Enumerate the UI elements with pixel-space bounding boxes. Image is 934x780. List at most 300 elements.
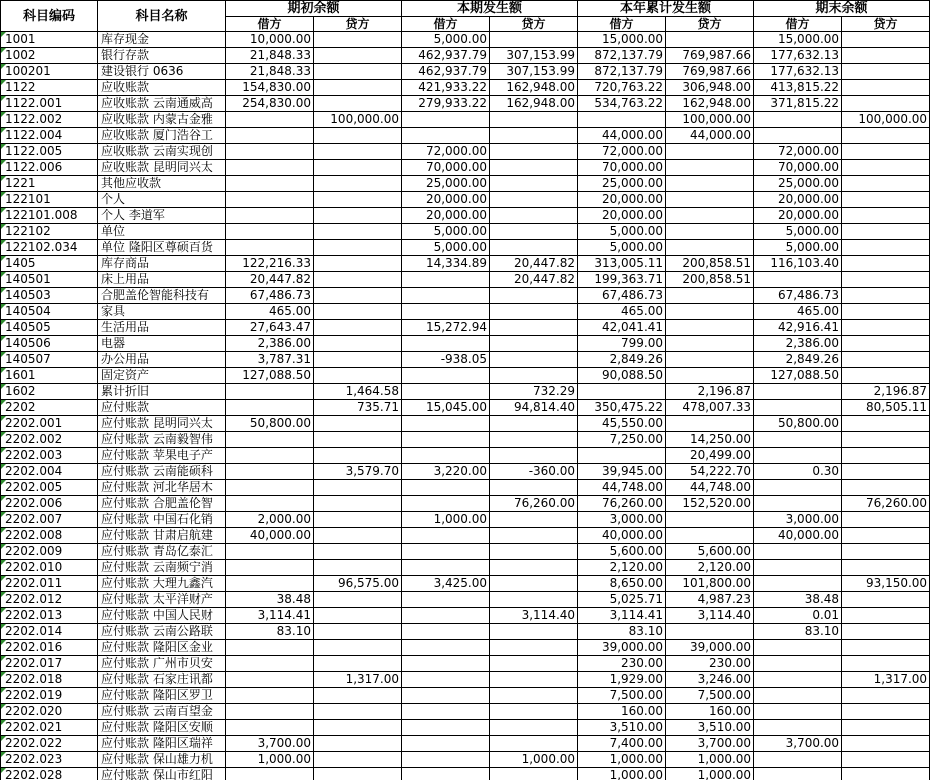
closing-credit-cell[interactable]: 93,150.00 xyxy=(842,576,930,592)
closing-credit-cell[interactable] xyxy=(842,464,930,480)
header-opening-balance[interactable]: 期初余额 xyxy=(226,1,402,17)
period-debit-cell[interactable] xyxy=(402,480,490,496)
ytd-credit-cell[interactable] xyxy=(666,32,754,48)
header-name[interactable]: 科目名称 xyxy=(98,1,226,32)
period-debit-cell[interactable]: 14,334.89 xyxy=(402,256,490,272)
closing-credit-cell[interactable] xyxy=(842,768,930,780)
account-name-cell[interactable]: 床上用品 xyxy=(98,272,226,288)
opening-debit-cell[interactable]: 127,088.50 xyxy=(226,368,314,384)
opening-debit-cell[interactable] xyxy=(226,384,314,400)
period-credit-cell[interactable] xyxy=(490,352,578,368)
ytd-debit-cell[interactable]: 90,088.50 xyxy=(578,368,666,384)
account-name-cell[interactable]: 其他应收款 xyxy=(98,176,226,192)
opening-credit-cell[interactable] xyxy=(314,368,402,384)
closing-debit-cell[interactable]: 116,103.40 xyxy=(754,256,842,272)
closing-debit-cell[interactable]: 371,815.22 xyxy=(754,96,842,112)
closing-debit-cell[interactable]: 5,000.00 xyxy=(754,240,842,256)
opening-credit-cell[interactable]: 1,464.58 xyxy=(314,384,402,400)
period-credit-cell[interactable] xyxy=(490,112,578,128)
closing-credit-cell[interactable] xyxy=(842,368,930,384)
closing-debit-cell[interactable] xyxy=(754,112,842,128)
closing-debit-cell[interactable]: 83.10 xyxy=(754,624,842,640)
closing-debit-cell[interactable]: 20,000.00 xyxy=(754,192,842,208)
period-credit-cell[interactable]: 732.29 xyxy=(490,384,578,400)
ytd-credit-cell[interactable]: 3,246.00 xyxy=(666,672,754,688)
ytd-debit-cell[interactable]: 313,005.11 xyxy=(578,256,666,272)
opening-credit-cell[interactable] xyxy=(314,160,402,176)
closing-credit-cell[interactable] xyxy=(842,288,930,304)
opening-credit-cell[interactable] xyxy=(314,768,402,780)
period-debit-cell[interactable]: 279,933.22 xyxy=(402,96,490,112)
opening-debit-cell[interactable] xyxy=(226,400,314,416)
opening-debit-cell[interactable] xyxy=(226,208,314,224)
opening-debit-cell[interactable]: 2,000.00 xyxy=(226,512,314,528)
account-name-cell[interactable]: 应收账款 昆明同兴太 xyxy=(98,160,226,176)
account-code-cell[interactable]: 2202.002 xyxy=(1,432,98,448)
opening-debit-cell[interactable]: 83.10 xyxy=(226,624,314,640)
account-name-cell[interactable]: 应付账款 保山市红阳 xyxy=(98,768,226,780)
opening-debit-cell[interactable] xyxy=(226,720,314,736)
opening-debit-cell[interactable] xyxy=(226,448,314,464)
opening-debit-cell[interactable] xyxy=(226,144,314,160)
ytd-credit-cell[interactable]: 769,987.66 xyxy=(666,64,754,80)
closing-debit-cell[interactable]: 2,386.00 xyxy=(754,336,842,352)
account-code-cell[interactable]: 2202.009 xyxy=(1,544,98,560)
closing-debit-cell[interactable]: 40,000.00 xyxy=(754,528,842,544)
closing-credit-cell[interactable] xyxy=(842,512,930,528)
opening-debit-cell[interactable] xyxy=(226,496,314,512)
ytd-debit-cell[interactable]: 72,000.00 xyxy=(578,144,666,160)
closing-debit-cell[interactable] xyxy=(754,752,842,768)
ytd-credit-cell[interactable]: 44,000.00 xyxy=(666,128,754,144)
opening-debit-cell[interactable]: 3,700.00 xyxy=(226,736,314,752)
opening-credit-cell[interactable] xyxy=(314,144,402,160)
closing-credit-cell[interactable] xyxy=(842,704,930,720)
opening-credit-cell[interactable]: 3,579.70 xyxy=(314,464,402,480)
opening-credit-cell[interactable] xyxy=(314,656,402,672)
account-name-cell[interactable]: 单位 隆阳区尊硕百货 xyxy=(98,240,226,256)
ytd-credit-cell[interactable]: 162,948.00 xyxy=(666,96,754,112)
ytd-credit-cell[interactable] xyxy=(666,288,754,304)
ytd-credit-cell[interactable] xyxy=(666,176,754,192)
account-name-cell[interactable]: 应付账款 云南频宁消 xyxy=(98,560,226,576)
ytd-debit-cell[interactable]: 45,550.00 xyxy=(578,416,666,432)
account-name-cell[interactable]: 办公用品 xyxy=(98,352,226,368)
opening-credit-cell[interactable] xyxy=(314,288,402,304)
period-credit-cell[interactable]: 3,114.40 xyxy=(490,608,578,624)
period-credit-cell[interactable] xyxy=(490,544,578,560)
opening-credit-cell[interactable] xyxy=(314,640,402,656)
closing-debit-cell[interactable]: 3,000.00 xyxy=(754,512,842,528)
opening-credit-cell[interactable] xyxy=(314,80,402,96)
closing-debit-cell[interactable] xyxy=(754,768,842,780)
account-name-cell[interactable]: 应付账款 苹果电子产 xyxy=(98,448,226,464)
closing-debit-cell[interactable] xyxy=(754,656,842,672)
closing-credit-cell[interactable] xyxy=(842,608,930,624)
opening-debit-cell[interactable]: 50,800.00 xyxy=(226,416,314,432)
account-code-cell[interactable]: 1122.001 xyxy=(1,96,98,112)
ytd-credit-cell[interactable]: 101,800.00 xyxy=(666,576,754,592)
header-code[interactable]: 科目编码 xyxy=(1,1,98,32)
period-debit-cell[interactable] xyxy=(402,304,490,320)
period-debit-cell[interactable]: 1,000.00 xyxy=(402,512,490,528)
opening-debit-cell[interactable] xyxy=(226,464,314,480)
period-debit-cell[interactable] xyxy=(402,432,490,448)
opening-credit-cell[interactable] xyxy=(314,752,402,768)
period-credit-cell[interactable] xyxy=(490,128,578,144)
period-debit-cell[interactable] xyxy=(402,656,490,672)
period-credit-cell[interactable]: 162,948.00 xyxy=(490,80,578,96)
account-name-cell[interactable]: 应付账款 石家庄讯都 xyxy=(98,672,226,688)
period-debit-cell[interactable] xyxy=(402,736,490,752)
closing-debit-cell[interactable] xyxy=(754,672,842,688)
period-credit-cell[interactable] xyxy=(490,224,578,240)
opening-credit-cell[interactable] xyxy=(314,176,402,192)
ytd-debit-cell[interactable]: 2,120.00 xyxy=(578,560,666,576)
closing-debit-cell[interactable] xyxy=(754,496,842,512)
ytd-credit-cell[interactable]: 200,858.51 xyxy=(666,272,754,288)
account-name-cell[interactable]: 应付账款 云南毅智伟 xyxy=(98,432,226,448)
closing-debit-cell[interactable]: 20,000.00 xyxy=(754,208,842,224)
account-name-cell[interactable]: 应付账款 大理九鑫汽 xyxy=(98,576,226,592)
period-debit-cell[interactable] xyxy=(402,560,490,576)
period-credit-cell[interactable] xyxy=(490,528,578,544)
period-debit-cell[interactable] xyxy=(402,528,490,544)
closing-credit-cell[interactable] xyxy=(842,432,930,448)
closing-credit-cell[interactable] xyxy=(842,128,930,144)
closing-debit-cell[interactable] xyxy=(754,640,842,656)
account-name-cell[interactable]: 应付账款 xyxy=(98,400,226,416)
account-code-cell[interactable]: 140504 xyxy=(1,304,98,320)
account-code-cell[interactable]: 2202.020 xyxy=(1,704,98,720)
account-code-cell[interactable]: 140507 xyxy=(1,352,98,368)
closing-debit-cell[interactable]: 15,000.00 xyxy=(754,32,842,48)
account-code-cell[interactable]: 1221 xyxy=(1,176,98,192)
account-name-cell[interactable]: 固定资产 xyxy=(98,368,226,384)
period-credit-cell[interactable] xyxy=(490,416,578,432)
opening-debit-cell[interactable]: 10,000.00 xyxy=(226,32,314,48)
ytd-debit-cell[interactable]: 8,650.00 xyxy=(578,576,666,592)
account-name-cell[interactable]: 应付账款 云南公路联 xyxy=(98,624,226,640)
account-code-cell[interactable]: 2202.021 xyxy=(1,720,98,736)
account-name-cell[interactable]: 应付账款 隆阳区罗卫 xyxy=(98,688,226,704)
account-code-cell[interactable]: 1122.002 xyxy=(1,112,98,128)
closing-credit-cell[interactable] xyxy=(842,752,930,768)
ytd-debit-cell[interactable]: 3,000.00 xyxy=(578,512,666,528)
closing-credit-cell[interactable] xyxy=(842,144,930,160)
opening-credit-cell[interactable] xyxy=(314,128,402,144)
opening-debit-cell[interactable]: 3,114.41 xyxy=(226,608,314,624)
opening-debit-cell[interactable] xyxy=(226,672,314,688)
account-code-cell[interactable]: 2202.004 xyxy=(1,464,98,480)
account-code-cell[interactable]: 2202.017 xyxy=(1,656,98,672)
ytd-debit-cell[interactable]: 44,000.00 xyxy=(578,128,666,144)
account-name-cell[interactable]: 个人 xyxy=(98,192,226,208)
ytd-credit-cell[interactable]: 152,520.00 xyxy=(666,496,754,512)
account-name-cell[interactable]: 应付账款 保山雄力机 xyxy=(98,752,226,768)
account-code-cell[interactable]: 2202.016 xyxy=(1,640,98,656)
closing-credit-cell[interactable] xyxy=(842,320,930,336)
ytd-credit-cell[interactable] xyxy=(666,320,754,336)
opening-debit-cell[interactable] xyxy=(226,576,314,592)
account-code-cell[interactable]: 2202.006 xyxy=(1,496,98,512)
period-credit-cell[interactable] xyxy=(490,32,578,48)
account-name-cell[interactable]: 应付账款 甘肃启航建 xyxy=(98,528,226,544)
closing-credit-cell[interactable] xyxy=(842,48,930,64)
period-debit-cell[interactable]: 15,045.00 xyxy=(402,400,490,416)
closing-debit-cell[interactable] xyxy=(754,480,842,496)
opening-credit-cell[interactable] xyxy=(314,32,402,48)
period-debit-cell[interactable]: 462,937.79 xyxy=(402,64,490,80)
ytd-debit-cell[interactable]: 160.00 xyxy=(578,704,666,720)
closing-credit-cell[interactable] xyxy=(842,176,930,192)
ytd-debit-cell[interactable]: 7,250.00 xyxy=(578,432,666,448)
ytd-debit-cell[interactable]: 40,000.00 xyxy=(578,528,666,544)
account-name-cell[interactable]: 合肥盖伦智能科技有 xyxy=(98,288,226,304)
opening-debit-cell[interactable]: 38.48 xyxy=(226,592,314,608)
ytd-debit-cell[interactable]: 25,000.00 xyxy=(578,176,666,192)
closing-debit-cell[interactable] xyxy=(754,432,842,448)
account-code-cell[interactable]: 1122 xyxy=(1,80,98,96)
account-name-cell[interactable]: 应付账款 广州市贝安 xyxy=(98,656,226,672)
opening-debit-cell[interactable]: 21,848.33 xyxy=(226,64,314,80)
header-closing-balance[interactable]: 期末余额 xyxy=(754,1,930,17)
closing-debit-cell[interactable]: 127,088.50 xyxy=(754,368,842,384)
opening-credit-cell[interactable] xyxy=(314,208,402,224)
opening-debit-cell[interactable]: 154,830.00 xyxy=(226,80,314,96)
account-name-cell[interactable]: 应收账款 云南实现创 xyxy=(98,144,226,160)
closing-credit-cell[interactable]: 80,505.11 xyxy=(842,400,930,416)
account-name-cell[interactable]: 个人 李道军 xyxy=(98,208,226,224)
opening-debit-cell[interactable] xyxy=(226,128,314,144)
ytd-credit-cell[interactable]: 39,000.00 xyxy=(666,640,754,656)
opening-debit-cell[interactable]: 122,216.33 xyxy=(226,256,314,272)
closing-debit-cell[interactable] xyxy=(754,400,842,416)
account-code-cell[interactable]: 1002 xyxy=(1,48,98,64)
ytd-debit-cell[interactable]: 465.00 xyxy=(578,304,666,320)
account-name-cell[interactable]: 应付账款 太平洋财产 xyxy=(98,592,226,608)
period-credit-cell[interactable] xyxy=(490,576,578,592)
account-code-cell[interactable]: 2202.023 xyxy=(1,752,98,768)
account-name-cell[interactable]: 应付账款 昆明同兴太 xyxy=(98,416,226,432)
ytd-credit-cell[interactable] xyxy=(666,512,754,528)
account-code-cell[interactable]: 1601 xyxy=(1,368,98,384)
account-name-cell[interactable]: 应付账款 中国石化销 xyxy=(98,512,226,528)
ytd-debit-cell[interactable]: 350,475.22 xyxy=(578,400,666,416)
closing-credit-cell[interactable]: 100,000.00 xyxy=(842,112,930,128)
opening-credit-cell[interactable] xyxy=(314,256,402,272)
closing-credit-cell[interactable] xyxy=(842,32,930,48)
ytd-credit-cell[interactable]: 230.00 xyxy=(666,656,754,672)
opening-credit-cell[interactable] xyxy=(314,192,402,208)
ytd-credit-cell[interactable]: 3,114.40 xyxy=(666,608,754,624)
closing-credit-cell[interactable] xyxy=(842,192,930,208)
closing-debit-cell[interactable] xyxy=(754,272,842,288)
account-code-cell[interactable]: 2202.008 xyxy=(1,528,98,544)
closing-debit-cell[interactable]: 3,700.00 xyxy=(754,736,842,752)
account-code-cell[interactable]: 2202.019 xyxy=(1,688,98,704)
period-debit-cell[interactable] xyxy=(402,272,490,288)
opening-debit-cell[interactable] xyxy=(226,224,314,240)
account-code-cell[interactable]: 2202.003 xyxy=(1,448,98,464)
account-code-cell[interactable]: 2202.013 xyxy=(1,608,98,624)
period-credit-cell[interactable] xyxy=(490,656,578,672)
ytd-debit-cell[interactable]: 230.00 xyxy=(578,656,666,672)
closing-debit-cell[interactable] xyxy=(754,576,842,592)
account-code-cell[interactable]: 1122.006 xyxy=(1,160,98,176)
ytd-debit-cell[interactable]: 3,510.00 xyxy=(578,720,666,736)
account-code-cell[interactable]: 2202.007 xyxy=(1,512,98,528)
ytd-debit-cell[interactable]: 5,600.00 xyxy=(578,544,666,560)
account-code-cell[interactable]: 2202.028 xyxy=(1,768,98,780)
opening-debit-cell[interactable] xyxy=(226,704,314,720)
period-debit-cell[interactable] xyxy=(402,336,490,352)
account-code-cell[interactable]: 1122.004 xyxy=(1,128,98,144)
closing-credit-cell[interactable]: 76,260.00 xyxy=(842,496,930,512)
ytd-credit-cell[interactable]: 4,987.23 xyxy=(666,592,754,608)
header-debit[interactable]: 借方 xyxy=(754,17,842,32)
opening-debit-cell[interactable] xyxy=(226,640,314,656)
period-debit-cell[interactable]: 3,425.00 xyxy=(402,576,490,592)
closing-credit-cell[interactable]: 2,196.87 xyxy=(842,384,930,400)
opening-credit-cell[interactable] xyxy=(314,512,402,528)
period-credit-cell[interactable] xyxy=(490,768,578,780)
period-credit-cell[interactable] xyxy=(490,560,578,576)
ytd-debit-cell[interactable]: 7,400.00 xyxy=(578,736,666,752)
closing-credit-cell[interactable] xyxy=(842,224,930,240)
closing-credit-cell[interactable] xyxy=(842,64,930,80)
header-credit[interactable]: 贷方 xyxy=(842,17,930,32)
account-code-cell[interactable]: 140503 xyxy=(1,288,98,304)
account-name-cell[interactable]: 家具 xyxy=(98,304,226,320)
account-name-cell[interactable]: 应付账款 中国人民财 xyxy=(98,608,226,624)
period-credit-cell[interactable]: 76,260.00 xyxy=(490,496,578,512)
period-credit-cell[interactable] xyxy=(490,432,578,448)
opening-debit-cell[interactable] xyxy=(226,176,314,192)
header-credit[interactable]: 贷方 xyxy=(666,17,754,32)
period-credit-cell[interactable]: 307,153.99 xyxy=(490,48,578,64)
closing-credit-cell[interactable] xyxy=(842,336,930,352)
closing-credit-cell[interactable] xyxy=(842,80,930,96)
closing-debit-cell[interactable]: 72,000.00 xyxy=(754,144,842,160)
account-name-cell[interactable]: 库存商品 xyxy=(98,256,226,272)
closing-debit-cell[interactable] xyxy=(754,448,842,464)
ytd-debit-cell[interactable]: 1,929.00 xyxy=(578,672,666,688)
period-debit-cell[interactable] xyxy=(402,128,490,144)
closing-debit-cell[interactable] xyxy=(754,128,842,144)
period-debit-cell[interactable] xyxy=(402,592,490,608)
ytd-credit-cell[interactable] xyxy=(666,224,754,240)
account-name-cell[interactable]: 应收账款 内蒙古金雅 xyxy=(98,112,226,128)
closing-debit-cell[interactable] xyxy=(754,544,842,560)
ytd-debit-cell[interactable]: 534,763.22 xyxy=(578,96,666,112)
period-debit-cell[interactable] xyxy=(402,544,490,560)
ytd-credit-cell[interactable] xyxy=(666,240,754,256)
account-name-cell[interactable]: 生活用品 xyxy=(98,320,226,336)
opening-debit-cell[interactable] xyxy=(226,192,314,208)
closing-debit-cell[interactable] xyxy=(754,384,842,400)
header-debit[interactable]: 借方 xyxy=(226,17,314,32)
period-debit-cell[interactable] xyxy=(402,720,490,736)
period-debit-cell[interactable] xyxy=(402,672,490,688)
account-code-cell[interactable]: 1122.005 xyxy=(1,144,98,160)
closing-credit-cell[interactable] xyxy=(842,208,930,224)
period-debit-cell[interactable] xyxy=(402,288,490,304)
opening-debit-cell[interactable]: 3,787.31 xyxy=(226,352,314,368)
account-name-cell[interactable]: 应付账款 合肥盖伦智 xyxy=(98,496,226,512)
opening-credit-cell[interactable] xyxy=(314,320,402,336)
period-credit-cell[interactable] xyxy=(490,192,578,208)
ytd-debit-cell[interactable]: 1,000.00 xyxy=(578,768,666,780)
ytd-credit-cell[interactable] xyxy=(666,208,754,224)
period-credit-cell[interactable] xyxy=(490,160,578,176)
opening-debit-cell[interactable] xyxy=(226,240,314,256)
opening-credit-cell[interactable] xyxy=(314,272,402,288)
period-debit-cell[interactable] xyxy=(402,688,490,704)
ytd-credit-cell[interactable]: 1,000.00 xyxy=(666,768,754,780)
opening-credit-cell[interactable] xyxy=(314,336,402,352)
period-debit-cell[interactable]: 5,000.00 xyxy=(402,32,490,48)
closing-debit-cell[interactable]: 25,000.00 xyxy=(754,176,842,192)
account-name-cell[interactable]: 应收账款 厦门浩谷工 xyxy=(98,128,226,144)
account-code-cell[interactable]: 1405 xyxy=(1,256,98,272)
header-credit[interactable]: 贷方 xyxy=(490,17,578,32)
opening-credit-cell[interactable] xyxy=(314,240,402,256)
account-code-cell[interactable]: 140501 xyxy=(1,272,98,288)
ytd-debit-cell[interactable]: 199,363.71 xyxy=(578,272,666,288)
closing-credit-cell[interactable] xyxy=(842,544,930,560)
period-debit-cell[interactable] xyxy=(402,608,490,624)
account-name-cell[interactable]: 应付账款 青岛亿泰汇 xyxy=(98,544,226,560)
closing-debit-cell[interactable] xyxy=(754,688,842,704)
opening-credit-cell[interactable] xyxy=(314,608,402,624)
closing-debit-cell[interactable]: 177,632.13 xyxy=(754,48,842,64)
period-credit-cell[interactable] xyxy=(490,688,578,704)
period-debit-cell[interactable] xyxy=(402,768,490,780)
ytd-debit-cell[interactable] xyxy=(578,384,666,400)
account-name-cell[interactable]: 单位 xyxy=(98,224,226,240)
opening-credit-cell[interactable]: 96,575.00 xyxy=(314,576,402,592)
closing-credit-cell[interactable] xyxy=(842,480,930,496)
opening-debit-cell[interactable]: 21,848.33 xyxy=(226,48,314,64)
account-code-cell[interactable]: 140505 xyxy=(1,320,98,336)
ytd-credit-cell[interactable] xyxy=(666,368,754,384)
closing-credit-cell[interactable] xyxy=(842,240,930,256)
opening-credit-cell[interactable] xyxy=(314,48,402,64)
ytd-credit-cell[interactable] xyxy=(666,304,754,320)
closing-debit-cell[interactable]: 5,000.00 xyxy=(754,224,842,240)
period-debit-cell[interactable] xyxy=(402,496,490,512)
ytd-debit-cell[interactable]: 5,025.71 xyxy=(578,592,666,608)
opening-debit-cell[interactable]: 20,447.82 xyxy=(226,272,314,288)
opening-credit-cell[interactable] xyxy=(314,96,402,112)
closing-debit-cell[interactable]: 38.48 xyxy=(754,592,842,608)
header-ytd-amount[interactable]: 本年累计发生额 xyxy=(578,1,754,17)
ytd-credit-cell[interactable]: 160.00 xyxy=(666,704,754,720)
ytd-credit-cell[interactable]: 1,000.00 xyxy=(666,752,754,768)
closing-debit-cell[interactable]: 0.30 xyxy=(754,464,842,480)
opening-debit-cell[interactable] xyxy=(226,544,314,560)
period-debit-cell[interactable]: -938.05 xyxy=(402,352,490,368)
opening-credit-cell[interactable] xyxy=(314,560,402,576)
ytd-debit-cell[interactable]: 42,041.41 xyxy=(578,320,666,336)
account-code-cell[interactable]: 2202.010 xyxy=(1,560,98,576)
account-name-cell[interactable]: 应付账款 隆阳区瑞祥 xyxy=(98,736,226,752)
closing-credit-cell[interactable] xyxy=(842,448,930,464)
ytd-debit-cell[interactable]: 2,849.26 xyxy=(578,352,666,368)
period-debit-cell[interactable]: 462,937.79 xyxy=(402,48,490,64)
period-debit-cell[interactable] xyxy=(402,752,490,768)
